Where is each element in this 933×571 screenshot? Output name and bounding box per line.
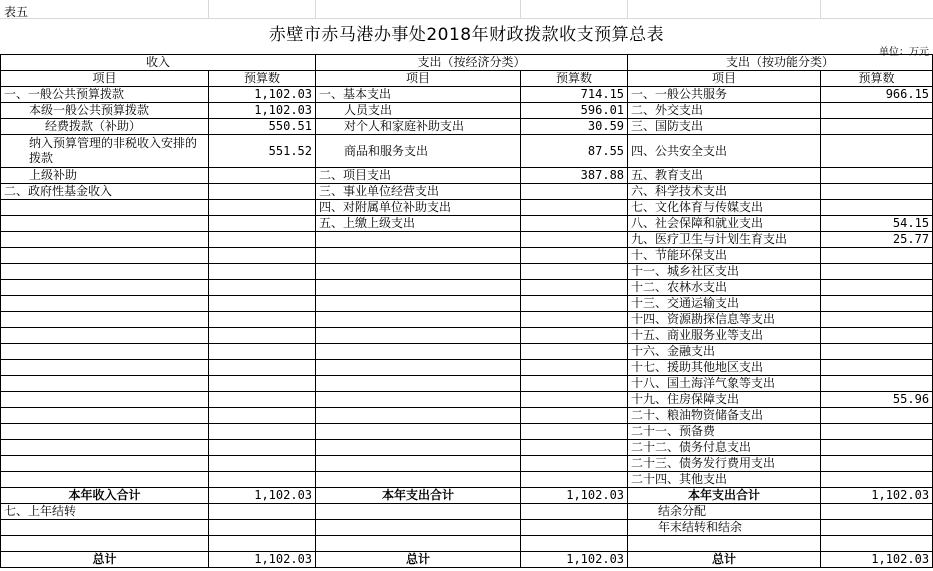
econ-budget-cell: 87.55 <box>521 135 628 168</box>
func-item-cell: 十二、农林水支出 <box>628 280 821 296</box>
table-row <box>1 520 933 536</box>
income-total-label: 本年收入合计 <box>1 488 209 504</box>
income-item-cell <box>1 344 209 360</box>
surplus-distribution-label: 结余分配 <box>628 504 821 520</box>
func-item-cell: 十三、交通运输支出 <box>628 296 821 312</box>
func-item-cell: 九、医疗卫生与计划生育支出 <box>628 232 821 248</box>
econ-budget-cell <box>521 376 628 392</box>
econ-total-label: 本年支出合计 <box>316 488 521 504</box>
func-budget-cell <box>821 168 933 184</box>
income-item-cell <box>1 360 209 376</box>
func-total-value: 1,102.03 <box>821 488 933 504</box>
income-budget-cell <box>209 280 316 296</box>
budget-table <box>0 54 933 568</box>
func-item-cell: 二十二、债务付息支出 <box>628 440 821 456</box>
grand-total-func: 1,102.03 <box>821 552 933 568</box>
econ-budget-cell <box>521 184 628 200</box>
grand-total-label: 总计 <box>316 552 521 568</box>
func-item-cell: 十一、城乡社区支出 <box>628 264 821 280</box>
page-title: 赤壁市赤马港办事处2018年财政拨款收支预算总表 <box>268 25 665 45</box>
econ-budget-cell <box>521 408 628 424</box>
econ-budget-cell <box>521 264 628 280</box>
income-budget-cell <box>209 168 316 184</box>
func-item-cell: 十七、援助其他地区支出 <box>628 360 821 376</box>
income-item-cell <box>1 216 209 232</box>
table-row <box>1 280 933 296</box>
income-item-cell <box>1 392 209 408</box>
econ-item-cell <box>316 280 521 296</box>
func-budget-cell <box>821 472 933 488</box>
econ-budget-cell <box>521 328 628 344</box>
func-item-cell: 七、文化体育与传媒支出 <box>628 200 821 216</box>
table-row <box>1 312 933 328</box>
unit-label: 单位：万元 <box>879 47 929 58</box>
func-budget-cell <box>821 119 933 135</box>
income-budget-header: 预算数 <box>209 71 316 87</box>
table-row <box>1 424 933 440</box>
income-total-value: 1,102.03 <box>209 488 316 504</box>
econ-budget-header: 预算数 <box>521 71 628 87</box>
income-budget-cell <box>209 408 316 424</box>
econ-item-cell <box>316 360 521 376</box>
func-item-cell: 五、教育支出 <box>628 168 821 184</box>
table-row <box>1 472 933 488</box>
income-budget-cell <box>209 184 316 200</box>
income-item-cell <box>1 408 209 424</box>
sheet-label: 表五 <box>4 5 29 19</box>
func-budget-cell <box>821 103 933 119</box>
income-budget-cell <box>209 328 316 344</box>
econ-budget-cell: 30.59 <box>521 119 628 135</box>
income-item-cell: 上级补助 <box>1 168 209 184</box>
econ-budget-cell: 387.88 <box>521 168 628 184</box>
income-header: 收入 <box>1 55 316 71</box>
func-item-cell: 二十三、债务发行费用支出 <box>628 456 821 472</box>
econ-item-cell <box>316 408 521 424</box>
income-item-cell <box>1 312 209 328</box>
func-budget-cell <box>821 456 933 472</box>
func-budget-cell <box>821 296 933 312</box>
func-budget-cell: 966.15 <box>821 87 933 103</box>
func-budget-header: 预算数 <box>821 71 933 87</box>
econ-item-cell <box>316 312 521 328</box>
econ-budget-cell <box>521 248 628 264</box>
func-item-cell: 二、外交支出 <box>628 103 821 119</box>
econ-budget-cell <box>521 296 628 312</box>
econ-budget-cell <box>521 232 628 248</box>
econ-total-value: 1,102.03 <box>521 488 628 504</box>
income-item-cell <box>1 232 209 248</box>
econ-item-cell: 三、事业单位经营支出 <box>316 184 521 200</box>
func-budget-cell <box>821 248 933 264</box>
income-budget-cell <box>209 344 316 360</box>
econ-budget-cell <box>521 344 628 360</box>
income-budget-cell <box>209 296 316 312</box>
income-item-cell <box>1 328 209 344</box>
income-budget-cell: 1,102.03 <box>209 87 316 103</box>
income-item-cell <box>1 456 209 472</box>
income-budget-cell <box>209 376 316 392</box>
table-body <box>1 87 933 488</box>
econ-budget-cell <box>521 392 628 408</box>
spreadsheet-gridlines <box>0 0 933 19</box>
grand-total-label: 总计 <box>1 552 209 568</box>
table-row <box>1 440 933 456</box>
econ-item-cell: 四、对附属单位补助支出 <box>316 200 521 216</box>
income-item-cell <box>1 424 209 440</box>
grand-total-econ: 1,102.03 <box>521 552 628 568</box>
income-budget-cell <box>209 424 316 440</box>
econ-item-header: 项目 <box>316 71 521 87</box>
func-item-header: 项目 <box>628 71 821 87</box>
table-row <box>1 103 933 119</box>
income-item-cell <box>1 280 209 296</box>
func-item-cell: 二十一、预备费 <box>628 424 821 440</box>
econ-budget-cell <box>521 200 628 216</box>
econ-item-cell <box>316 296 521 312</box>
econ-item-cell <box>316 232 521 248</box>
econ-item-cell <box>316 328 521 344</box>
income-item-cell <box>1 248 209 264</box>
grand-total-label: 总计 <box>628 552 821 568</box>
econ-budget-cell <box>521 472 628 488</box>
econ-item-cell <box>316 440 521 456</box>
econ-item-cell <box>316 264 521 280</box>
func-budget-cell: 25.77 <box>821 232 933 248</box>
func-budget-cell <box>821 264 933 280</box>
econ-item-cell: 二、项目支出 <box>316 168 521 184</box>
func-item-cell: 一、一般公共服务 <box>628 87 821 103</box>
table-row <box>1 360 933 376</box>
income-budget-cell <box>209 360 316 376</box>
func-total-label: 本年支出合计 <box>628 488 821 504</box>
income-budget-cell <box>209 200 316 216</box>
income-budget-cell: 550.51 <box>209 119 316 135</box>
econ-item-cell <box>316 472 521 488</box>
table-row <box>1 168 933 184</box>
econ-budget-cell <box>521 280 628 296</box>
func-budget-cell <box>821 312 933 328</box>
func-item-cell: 六、科学技术支出 <box>628 184 821 200</box>
table-row <box>1 119 933 135</box>
econ-item-cell <box>316 344 521 360</box>
income-item-cell: 二、政府性基金收入 <box>1 184 209 200</box>
table-row <box>1 135 933 168</box>
prev-year-carry-label: 七、上年结转 <box>1 504 209 520</box>
func-budget-cell <box>821 328 933 344</box>
table-row <box>1 504 933 520</box>
func-budget-cell <box>821 440 933 456</box>
income-item-cell <box>1 296 209 312</box>
table-row <box>1 184 933 200</box>
table-row <box>1 392 933 408</box>
income-item-cell <box>1 440 209 456</box>
income-budget-cell <box>209 232 316 248</box>
table-row <box>1 408 933 424</box>
econ-budget-cell <box>521 456 628 472</box>
func-budget-cell <box>821 408 933 424</box>
table-row <box>1 376 933 392</box>
func-budget-cell: 54.15 <box>821 216 933 232</box>
income-budget-cell <box>209 392 316 408</box>
table-row <box>1 264 933 280</box>
income-item-header: 项目 <box>1 71 209 87</box>
table-row <box>1 344 933 360</box>
table-row <box>1 296 933 312</box>
func-item-cell: 四、公共安全支出 <box>628 135 821 168</box>
econ-budget-cell <box>521 312 628 328</box>
year-end-carry-label: 年末结转和结余 <box>628 520 821 536</box>
table-row <box>1 328 933 344</box>
func-budget-cell <box>821 360 933 376</box>
table-row <box>1 456 933 472</box>
income-item-cell <box>1 264 209 280</box>
func-item-cell: 十六、金融支出 <box>628 344 821 360</box>
income-item-cell <box>1 472 209 488</box>
econ-item-cell <box>316 376 521 392</box>
income-budget-cell <box>209 472 316 488</box>
totals-row <box>1 488 933 504</box>
func-item-cell: 十五、商业服务业等支出 <box>628 328 821 344</box>
expense-econ-header: 支出（按经济分类） <box>316 55 628 71</box>
column-header-row <box>1 71 933 87</box>
income-budget-cell <box>209 456 316 472</box>
grand-total-row <box>1 552 933 568</box>
econ-item-cell: 人员支出 <box>316 103 521 119</box>
econ-item-cell: 对个人和家庭补助支出 <box>316 119 521 135</box>
table-row <box>1 87 933 103</box>
econ-budget-cell <box>521 360 628 376</box>
econ-budget-cell: 714.15 <box>521 87 628 103</box>
income-item-cell <box>1 376 209 392</box>
func-budget-cell <box>821 135 933 168</box>
func-budget-cell: 55.96 <box>821 392 933 408</box>
grand-total-income: 1,102.03 <box>209 552 316 568</box>
section-header-row <box>1 55 933 71</box>
expense-func-header: 支出（按功能分类） <box>628 55 933 71</box>
income-item-cell: 纳入预算管理的非税收入安排的拨款 <box>1 135 209 168</box>
func-item-cell: 二十、粮油物资储备支出 <box>628 408 821 424</box>
func-item-cell: 八、社会保障和就业支出 <box>628 216 821 232</box>
func-item-cell: 十四、资源勘探信息等支出 <box>628 312 821 328</box>
table-row <box>1 200 933 216</box>
func-budget-cell <box>821 376 933 392</box>
func-budget-cell <box>821 344 933 360</box>
func-budget-cell <box>821 200 933 216</box>
econ-budget-cell <box>521 216 628 232</box>
econ-item-cell <box>316 248 521 264</box>
econ-item-cell <box>316 456 521 472</box>
econ-item-cell <box>316 392 521 408</box>
table-row <box>1 232 933 248</box>
income-budget-cell: 551.52 <box>209 135 316 168</box>
income-item-cell: 一、一般公共预算拨款 <box>1 87 209 103</box>
income-budget-cell <box>209 440 316 456</box>
econ-budget-cell <box>521 424 628 440</box>
table-row <box>1 536 933 552</box>
table-row <box>1 216 933 232</box>
income-budget-cell <box>209 264 316 280</box>
income-budget-cell <box>209 248 316 264</box>
func-item-cell: 十、节能环保支出 <box>628 248 821 264</box>
econ-item-cell: 商品和服务支出 <box>316 135 521 168</box>
func-item-cell: 十八、国土海洋气象等支出 <box>628 376 821 392</box>
income-item-cell: 经费拨款（补助） <box>1 119 209 135</box>
econ-item-cell <box>316 424 521 440</box>
econ-item-cell: 一、基本支出 <box>316 87 521 103</box>
func-item-cell: 三、国防支出 <box>628 119 821 135</box>
func-budget-cell <box>821 424 933 440</box>
func-item-cell: 二十四、其他支出 <box>628 472 821 488</box>
func-budget-cell <box>821 184 933 200</box>
income-item-cell <box>1 200 209 216</box>
econ-budget-cell <box>521 440 628 456</box>
income-budget-cell <box>209 216 316 232</box>
func-budget-cell <box>821 280 933 296</box>
income-item-cell: 本级一般公共预算拨款 <box>1 103 209 119</box>
table-row <box>1 248 933 264</box>
econ-budget-cell: 596.01 <box>521 103 628 119</box>
econ-item-cell: 五、上缴上级支出 <box>316 216 521 232</box>
income-budget-cell <box>209 312 316 328</box>
func-item-cell: 十九、住房保障支出 <box>628 392 821 408</box>
income-budget-cell: 1,102.03 <box>209 103 316 119</box>
